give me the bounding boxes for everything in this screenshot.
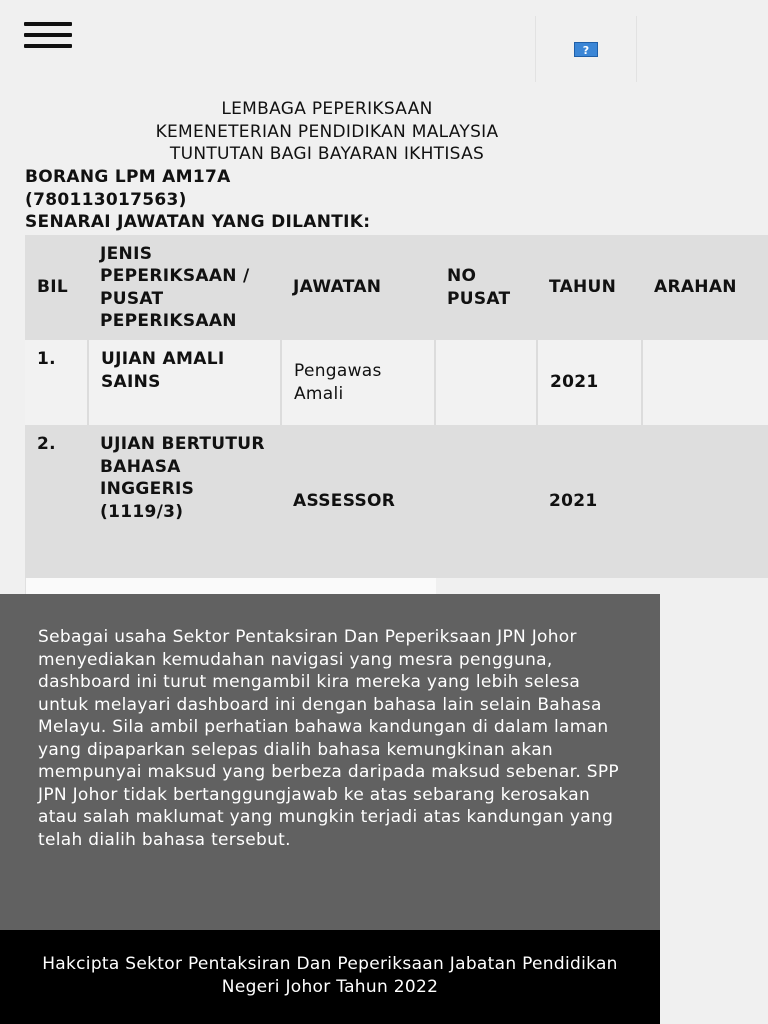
title-line-1: LEMBAGA PEPERIKSAAN (221, 99, 433, 119)
appointment-table (25, 235, 768, 578)
title-line-3: TUNTUTAN BAGI BAYARAN IKHTISAS (169, 144, 485, 164)
translate-widget (535, 16, 637, 82)
cell-jenis: UJIAN AMALI SAINS (88, 340, 281, 425)
form-meta (25, 166, 370, 234)
menu-bar (24, 33, 72, 37)
footer (0, 930, 660, 1024)
cell-jenis: UJIAN BERTUTUR BAHASA INGGERIS (1119/3) (88, 425, 281, 578)
title-line-2: KEMENETERIAN PENDIDIKAN MALAYSIA (155, 121, 499, 142)
form-code: BORANG LPM AM17A (25, 167, 231, 187)
table-row (25, 425, 768, 578)
header-tahun: TAHUN (537, 235, 642, 340)
cell-tahun: 2021 (537, 340, 642, 425)
cell-bil: 1. (25, 340, 88, 425)
menu-icon[interactable] (24, 22, 72, 50)
table-header-row (25, 235, 768, 340)
cell-jawatan: ASSESSOR (281, 425, 435, 578)
cell-tahun: 2021 (537, 425, 642, 578)
help-icon[interactable]: ? (574, 42, 598, 57)
menu-bar (24, 22, 72, 26)
cell-jawatan: Pengawas Amali (281, 340, 435, 425)
page-titles (0, 98, 654, 166)
cell-no-pusat (435, 340, 537, 425)
list-title: SENARAI JAWATAN YANG DILANTIK: (25, 212, 371, 232)
cell-arahan (642, 425, 768, 578)
header-no-pusat: NO PUSAT (435, 235, 537, 340)
header-bil: BIL (25, 235, 88, 340)
cell-no-pusat (435, 425, 537, 578)
copyright-text: Hakcipta Sektor Pentaksiran Dan Peperiksaan Jabatan Pendidikan Negeri Johor Tahun 2022 (42, 954, 618, 997)
header-jenis: JENIS PEPERIKSAAN / PUSAT PEPERIKSAAN (88, 235, 281, 340)
translation-notice (0, 594, 660, 930)
cell-bil: 2. (25, 425, 88, 578)
header-arahan: ARAHAN (642, 235, 768, 340)
cell-arahan (642, 340, 768, 425)
notice-text: Sebagai usaha Sektor Pentaksiran Dan Peperiksaan JPN Johor menyediakan kemudahan navigasi yang mesra pengguna, dashboard ini turut mengambil kira mereka yang lebih selesa untuk melayari dashboard ini dengan bahasa lain selain Bahasa Melayu. Sila ambil perhatian bahawa kandungan di dalam laman yang dipaparkan selepas dialih bahasa kemungkinan akan mempunyai maksud yang berbeza daripada maksud sebenar. SPP JPN Johor tidak bertanggungjawab ke atas sebarang kerosakan atau salah maklumat yang mungkin terjadi atas kandungan yang telah dialih bahasa tersebut. (38, 627, 619, 850)
table-row (25, 340, 768, 425)
ic-number: (780113017563) (25, 189, 187, 210)
menu-bar (24, 44, 72, 48)
header-jawatan: JAWATAN (281, 235, 435, 340)
